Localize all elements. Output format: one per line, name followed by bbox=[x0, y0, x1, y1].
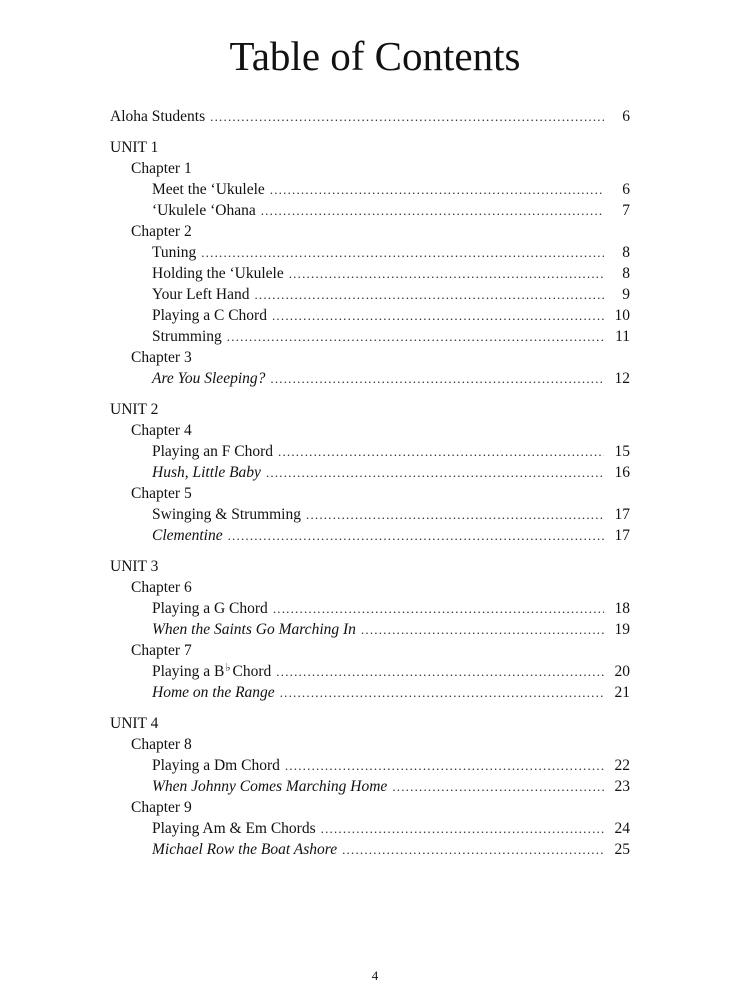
toc-page-number: 23 bbox=[614, 778, 630, 795]
chapter-heading bbox=[110, 640, 630, 661]
dot-leader bbox=[392, 776, 604, 797]
dot-leader bbox=[289, 263, 604, 284]
toc-entry[interactable] bbox=[110, 305, 630, 326]
chapter-heading bbox=[110, 734, 630, 755]
chapter-label: Chapter 8 bbox=[131, 736, 192, 753]
toc-page-number: 6 bbox=[622, 181, 630, 198]
toc-page-number: 12 bbox=[614, 370, 630, 387]
toc-entry-label bbox=[152, 179, 265, 200]
toc-entry-label bbox=[152, 504, 301, 525]
dot-leader bbox=[227, 326, 604, 347]
toc-entry-label bbox=[152, 284, 249, 305]
entry-title-text: When Johnny Comes Marching Home bbox=[152, 778, 388, 795]
chapter-label: Chapter 5 bbox=[131, 485, 192, 502]
toc-page-number: 24 bbox=[614, 820, 630, 837]
entry-title-text: Home on the Range bbox=[152, 684, 275, 701]
dot-leader bbox=[201, 242, 604, 263]
dot-leader bbox=[276, 661, 604, 682]
toc-entry-label bbox=[152, 525, 223, 546]
entry-title-text: Playing a C Chord bbox=[152, 307, 267, 324]
entry-title-text: Swinging & Strumming bbox=[152, 506, 301, 523]
dot-leader bbox=[278, 441, 604, 462]
toc-entry[interactable] bbox=[110, 818, 630, 839]
toc-entry-label bbox=[152, 242, 196, 263]
entry-title-text: ‘Ukulele ‘Ohana bbox=[152, 202, 256, 219]
dot-leader bbox=[272, 305, 604, 326]
entry-title-text: When the Saints Go Marching In bbox=[152, 621, 356, 638]
dot-leader bbox=[270, 368, 604, 389]
dot-leader bbox=[210, 106, 604, 127]
table-of-contents bbox=[110, 106, 630, 860]
unit-label: UNIT 4 bbox=[110, 715, 159, 732]
chapter-label: Chapter 9 bbox=[131, 799, 192, 816]
dot-leader bbox=[361, 619, 604, 640]
chapter-heading bbox=[110, 158, 630, 179]
chapter-heading bbox=[110, 577, 630, 598]
toc-entry-label bbox=[152, 755, 280, 776]
toc-page-number: 7 bbox=[622, 202, 630, 219]
toc-entry-label bbox=[152, 441, 273, 462]
toc-page-number: 17 bbox=[614, 506, 630, 523]
dot-leader bbox=[273, 598, 604, 619]
chapter-heading bbox=[110, 420, 630, 441]
dot-leader bbox=[266, 462, 604, 483]
entry-title-text: Clementine bbox=[152, 527, 223, 544]
chapter-heading bbox=[110, 221, 630, 242]
entry-title-text: Hush, Little Baby bbox=[152, 464, 261, 481]
chapter-label: Chapter 1 bbox=[131, 160, 192, 177]
toc-page-number: 19 bbox=[614, 621, 630, 638]
unit-heading bbox=[110, 713, 630, 734]
entry-title-text: Your Left Hand bbox=[152, 286, 250, 303]
toc-page-number: 25 bbox=[614, 841, 630, 858]
chapter-label: Chapter 2 bbox=[131, 223, 192, 240]
toc-entry-label bbox=[152, 462, 261, 483]
toc-entry-label bbox=[152, 200, 256, 221]
chapter-heading bbox=[110, 483, 630, 504]
toc-entry-label bbox=[152, 598, 268, 619]
chapter-heading bbox=[110, 797, 630, 818]
toc-entry[interactable] bbox=[110, 368, 630, 389]
unit-heading bbox=[110, 556, 630, 577]
entry-title-text: Playing a B bbox=[152, 663, 225, 680]
toc-entry[interactable] bbox=[110, 682, 630, 703]
toc-entry-label: Aloha Students bbox=[110, 108, 206, 125]
flat-symbol-icon: ♭ bbox=[225, 662, 231, 674]
entry-title-text: Playing an F Chord bbox=[152, 443, 273, 460]
toc-entry[interactable] bbox=[110, 462, 630, 483]
toc-entry[interactable] bbox=[110, 441, 630, 462]
chapter-label: Chapter 7 bbox=[131, 642, 192, 659]
toc-entry[interactable] bbox=[110, 839, 630, 860]
entry-title-text: Playing a G Chord bbox=[152, 600, 268, 617]
dot-leader bbox=[270, 179, 604, 200]
dot-leader bbox=[285, 755, 604, 776]
entry-title-suffix: Chord bbox=[232, 663, 272, 680]
toc-entry[interactable] bbox=[110, 200, 630, 221]
toc-page-number: 17 bbox=[614, 527, 630, 544]
dot-leader bbox=[321, 818, 604, 839]
dot-leader bbox=[280, 682, 604, 703]
unit-label: UNIT 2 bbox=[110, 401, 159, 418]
toc-entry[interactable] bbox=[110, 661, 630, 682]
toc-entry-label bbox=[152, 839, 337, 860]
chapter-heading bbox=[110, 347, 630, 368]
entry-title-text: Tuning bbox=[152, 244, 197, 261]
unit-heading bbox=[110, 399, 630, 420]
toc-entry[interactable] bbox=[110, 598, 630, 619]
toc-entry-label bbox=[152, 263, 284, 284]
page-number-footer: 4 bbox=[371, 968, 379, 983]
toc-page-number: 16 bbox=[614, 464, 630, 481]
entry-title-text: Strumming bbox=[152, 328, 222, 345]
toc-entry-label bbox=[152, 682, 275, 703]
toc-page-number: 9 bbox=[622, 286, 630, 303]
toc-page-number: 22 bbox=[614, 757, 630, 774]
toc-entry-aloha-students[interactable] bbox=[110, 106, 630, 127]
page-title: Table of Contents bbox=[229, 33, 521, 79]
toc-entry[interactable] bbox=[110, 326, 630, 347]
toc-page-number: 20 bbox=[614, 663, 630, 680]
toc-page-number: 6 bbox=[622, 108, 630, 125]
dot-leader bbox=[254, 284, 604, 305]
entry-title-text: Playing Am & Em Chords bbox=[152, 820, 316, 837]
unit-heading bbox=[110, 137, 630, 158]
toc-entry[interactable] bbox=[110, 284, 630, 305]
toc-page-number: 10 bbox=[614, 307, 630, 324]
toc-entry-label bbox=[152, 818, 316, 839]
toc-entry[interactable] bbox=[110, 619, 630, 640]
toc-entry[interactable] bbox=[110, 504, 630, 525]
toc-entry[interactable] bbox=[110, 525, 630, 546]
toc-entry-label bbox=[152, 661, 271, 684]
entry-title-text: Meet the ‘Ukulele bbox=[152, 181, 265, 198]
toc-page-number: 8 bbox=[622, 244, 630, 261]
toc-page-number: 8 bbox=[622, 265, 630, 282]
unit-label: UNIT 1 bbox=[110, 139, 159, 156]
entry-title-text: Are You Sleeping? bbox=[152, 370, 266, 387]
dot-leader bbox=[228, 525, 604, 546]
toc-entry-label bbox=[152, 368, 265, 389]
chapter-label: Chapter 4 bbox=[131, 422, 192, 439]
entry-title-text: Holding the ‘Ukulele bbox=[152, 265, 284, 282]
unit-label: UNIT 3 bbox=[110, 558, 159, 575]
dot-leader bbox=[342, 839, 604, 860]
toc-page-number: 18 bbox=[614, 600, 630, 617]
entry-title-text: Michael Row the Boat Ashore bbox=[152, 841, 338, 858]
dot-leader bbox=[261, 200, 604, 221]
toc-page-number: 15 bbox=[614, 443, 630, 460]
toc-entry[interactable] bbox=[110, 776, 630, 797]
toc-page-number: 11 bbox=[615, 328, 630, 345]
toc-entry-label bbox=[152, 776, 387, 797]
toc-entry[interactable] bbox=[110, 755, 630, 776]
chapter-label: Chapter 3 bbox=[131, 349, 192, 366]
chapter-label: Chapter 6 bbox=[131, 579, 192, 596]
entry-title-text: Playing a Dm Chord bbox=[152, 757, 280, 774]
toc-entry[interactable] bbox=[110, 263, 630, 284]
toc-entry[interactable] bbox=[110, 179, 630, 200]
toc-page-number: 21 bbox=[614, 684, 630, 701]
dot-leader bbox=[306, 504, 604, 525]
toc-entry-label bbox=[152, 305, 267, 326]
toc-entry[interactable] bbox=[110, 242, 630, 263]
toc-entry-label bbox=[152, 619, 356, 640]
toc-entry-label bbox=[152, 326, 222, 347]
